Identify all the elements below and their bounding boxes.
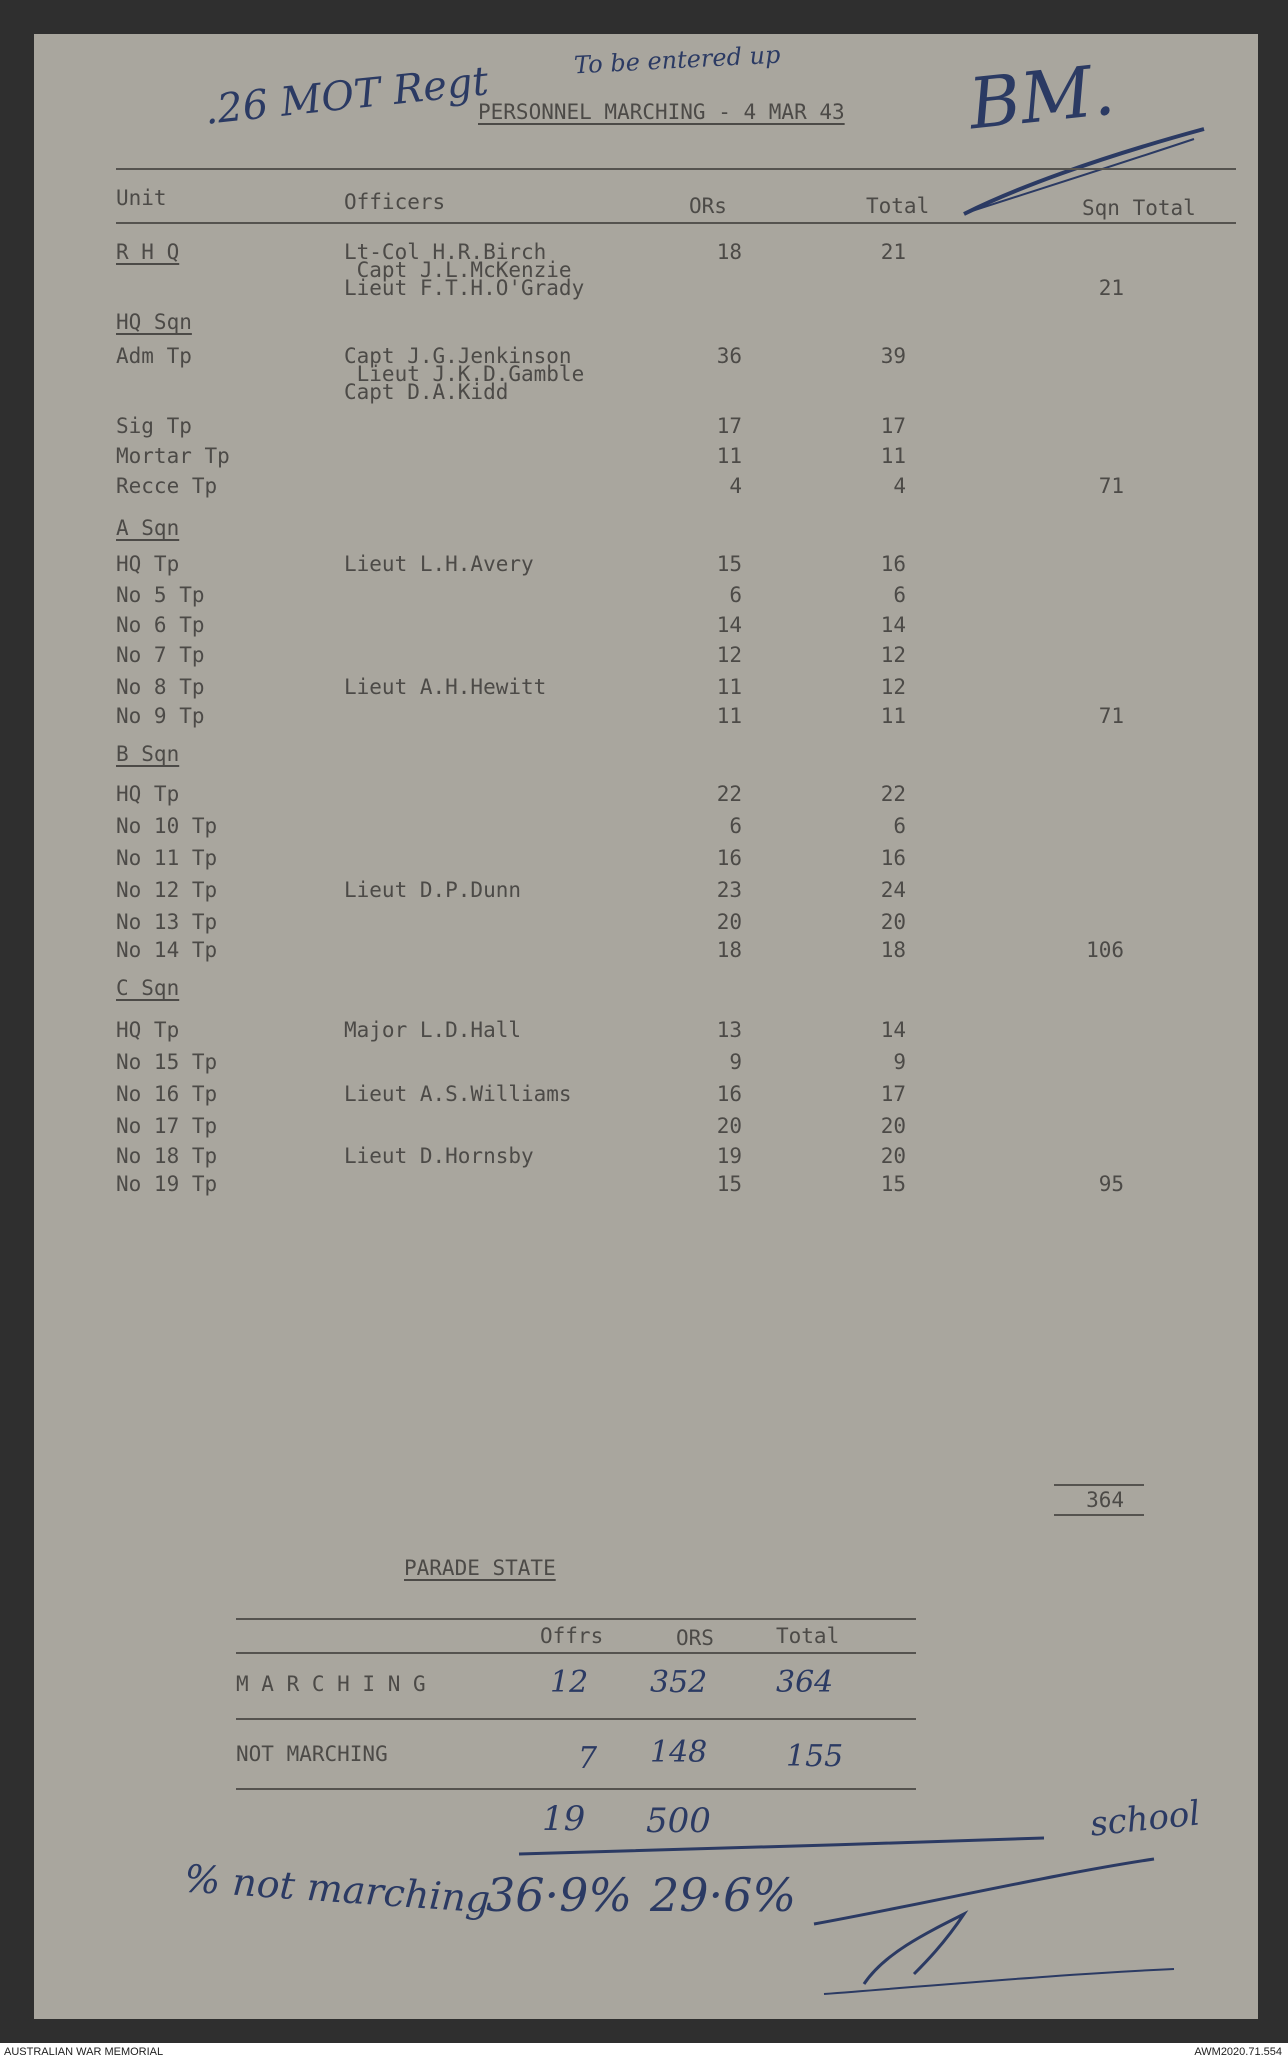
row-total: 6 bbox=[893, 583, 906, 607]
parade-state-title: PARADE STATE bbox=[404, 1556, 556, 1580]
footer-archive-name: AUSTRALIAN WAR MEMORIAL bbox=[4, 2046, 164, 2058]
parade-col-total: Total bbox=[776, 1624, 840, 1648]
row-unit: HQ Tp bbox=[116, 552, 180, 576]
row-unit: No 5 Tp bbox=[116, 583, 205, 607]
row-total: 11 bbox=[880, 444, 906, 468]
parade-rule-3 bbox=[236, 1718, 916, 1720]
not-marching-total: 155 bbox=[786, 1739, 844, 1774]
row-sqn-total: 95 bbox=[1098, 1172, 1124, 1196]
row-sqn-total: 71 bbox=[1098, 704, 1124, 728]
row-total: 14 bbox=[880, 613, 906, 637]
row-unit: No 19 Tp bbox=[116, 1172, 218, 1196]
row-unit: No 10 Tp bbox=[116, 814, 218, 838]
row-unit: A Sqn bbox=[116, 516, 180, 540]
row-total: 22 bbox=[880, 782, 906, 806]
row-ors: 6 bbox=[729, 583, 742, 607]
row-unit: HQ Tp bbox=[116, 782, 180, 806]
row-ors: 14 bbox=[716, 613, 742, 637]
handwritten-total-ors: 500 bbox=[646, 1801, 711, 1841]
archive-footer bbox=[0, 2043, 1288, 2061]
row-unit: HQ Sqn bbox=[116, 310, 192, 334]
handwritten-unit-note: .26 MOT Regt bbox=[202, 58, 491, 134]
row-unit: No 16 Tp bbox=[116, 1082, 218, 1106]
row-ors: 4 bbox=[729, 474, 742, 498]
row-officer: Capt J.G.Jenkinson bbox=[344, 344, 572, 368]
row-total: 12 bbox=[880, 643, 906, 667]
row-officer: Lieut F.T.H.O'Grady bbox=[344, 276, 585, 300]
marching-offrs: 12 bbox=[550, 1665, 589, 1700]
row-total: 15 bbox=[880, 1172, 906, 1196]
handwritten-pct-offrs: 36·9% bbox=[486, 1868, 633, 1922]
header-officers: Officers bbox=[344, 190, 446, 214]
row-ors: 12 bbox=[716, 643, 742, 667]
row-ors: 18 bbox=[716, 240, 742, 264]
row-officer: Lieut D.P.Dunn bbox=[344, 878, 522, 902]
row-unit: No 7 Tp bbox=[116, 643, 205, 667]
row-ors: 19 bbox=[716, 1144, 742, 1168]
row-ors: 9 bbox=[729, 1050, 742, 1074]
header-top-rule bbox=[116, 168, 1236, 170]
header-ors: ORs bbox=[689, 194, 727, 218]
row-unit: No 18 Tp bbox=[116, 1144, 218, 1168]
row-unit: B Sqn bbox=[116, 742, 180, 766]
row-ors: 11 bbox=[716, 444, 742, 468]
grand-total: 364 bbox=[1086, 1488, 1124, 1512]
row-total: 18 bbox=[880, 938, 906, 962]
row-unit: No 8 Tp bbox=[116, 675, 205, 699]
row-ors: 22 bbox=[716, 782, 742, 806]
not-marching-ors: 148 bbox=[650, 1735, 708, 1770]
parade-rule-4 bbox=[236, 1788, 916, 1790]
row-unit: HQ Tp bbox=[116, 1018, 180, 1042]
row-ors: 16 bbox=[716, 846, 742, 870]
parade-col-offrs: Offrs bbox=[540, 1624, 604, 1648]
row-unit: Recce Tp bbox=[116, 474, 218, 498]
handwritten-total-offrs: 19 bbox=[542, 1799, 586, 1839]
grand-total-rule-bottom bbox=[1054, 1514, 1144, 1516]
row-total: 39 bbox=[880, 344, 906, 368]
row-ors: 15 bbox=[716, 1172, 742, 1196]
row-officer: Capt D.A.Kidd bbox=[344, 380, 509, 404]
not-marching-label: NOT MARCHING bbox=[236, 1742, 388, 1766]
row-unit: No 12 Tp bbox=[116, 878, 218, 902]
row-sqn-total: 21 bbox=[1098, 276, 1124, 300]
header-sqn-total: Sqn Total bbox=[1082, 196, 1196, 220]
parade-rule-1 bbox=[236, 1618, 916, 1620]
handwritten-pct-ors: 29·6% bbox=[650, 1868, 797, 1922]
row-ors: 18 bbox=[716, 938, 742, 962]
row-unit: No 11 Tp bbox=[116, 846, 218, 870]
row-ors: 15 bbox=[716, 552, 742, 576]
header-unit: Unit bbox=[116, 186, 167, 210]
row-sqn-total: 106 bbox=[1086, 938, 1124, 962]
row-total: 24 bbox=[880, 878, 906, 902]
row-ors: 6 bbox=[729, 814, 742, 838]
row-total: 16 bbox=[880, 846, 906, 870]
grand-total-rule-top bbox=[1054, 1484, 1144, 1486]
handwritten-pct-label: % not marching bbox=[182, 1856, 492, 1922]
row-officer: Lt-Col H.R.Birch bbox=[344, 240, 547, 264]
row-total: 20 bbox=[880, 910, 906, 934]
row-officer: Major L.D.Hall bbox=[344, 1018, 522, 1042]
document-page bbox=[34, 34, 1258, 2019]
parade-rule-2 bbox=[236, 1652, 916, 1654]
row-ors: 36 bbox=[716, 344, 742, 368]
row-unit: No 17 Tp bbox=[116, 1114, 218, 1138]
row-total: 20 bbox=[880, 1114, 906, 1138]
marching-ors: 352 bbox=[650, 1665, 708, 1700]
handwritten-top-note: To be entered up bbox=[573, 40, 782, 80]
row-unit: Adm Tp bbox=[116, 344, 192, 368]
row-total: 14 bbox=[880, 1018, 906, 1042]
row-officer: Lieut J.K.D.Gamble bbox=[344, 362, 585, 386]
footer-item-number: AWM2020.71.554 bbox=[1194, 2046, 1282, 2058]
document-title: PERSONNEL MARCHING - 4 MAR 43 bbox=[478, 100, 845, 124]
marching-label: M A R C H I N G bbox=[236, 1672, 426, 1696]
row-unit: No 6 Tp bbox=[116, 613, 205, 637]
row-ors: 16 bbox=[716, 1082, 742, 1106]
row-unit: Mortar Tp bbox=[116, 444, 230, 468]
row-officer: Lieut A.S.Williams bbox=[344, 1082, 572, 1106]
row-unit: Sig Tp bbox=[116, 414, 192, 438]
row-officer: Capt J.L.McKenzie bbox=[344, 258, 572, 282]
row-total: 16 bbox=[880, 552, 906, 576]
row-total: 9 bbox=[893, 1050, 906, 1074]
not-marching-offrs: 7 bbox=[578, 1741, 598, 1776]
marching-total: 364 bbox=[776, 1665, 834, 1700]
row-total: 17 bbox=[880, 1082, 906, 1106]
row-officer: Lieut D.Hornsby bbox=[344, 1144, 534, 1168]
handwritten-school: school bbox=[1088, 1793, 1202, 1845]
handwritten-flourish bbox=[804, 1834, 1204, 2014]
row-total: 4 bbox=[893, 474, 906, 498]
row-total: 17 bbox=[880, 414, 906, 438]
row-ors: 13 bbox=[716, 1018, 742, 1042]
header-bottom-rule bbox=[116, 222, 1236, 224]
row-sqn-total: 71 bbox=[1098, 474, 1124, 498]
row-total: 20 bbox=[880, 1144, 906, 1168]
row-officer: Lieut A.H.Hewitt bbox=[344, 675, 547, 699]
header-total: Total bbox=[866, 194, 930, 218]
row-unit: R H Q bbox=[116, 240, 180, 264]
row-total: 6 bbox=[893, 814, 906, 838]
row-total: 12 bbox=[880, 675, 906, 699]
row-ors: 11 bbox=[716, 704, 742, 728]
row-unit: No 13 Tp bbox=[116, 910, 218, 934]
row-ors: 11 bbox=[716, 675, 742, 699]
handwritten-initials: BM. bbox=[965, 48, 1119, 146]
row-total: 11 bbox=[880, 704, 906, 728]
row-officer: Lieut L.H.Avery bbox=[344, 552, 534, 576]
row-unit: C Sqn bbox=[116, 976, 180, 1000]
row-unit: No 9 Tp bbox=[116, 704, 205, 728]
row-ors: 17 bbox=[716, 414, 742, 438]
row-ors: 20 bbox=[716, 910, 742, 934]
row-unit: No 15 Tp bbox=[116, 1050, 218, 1074]
parade-col-ors: ORS bbox=[676, 1626, 714, 1650]
row-total: 21 bbox=[880, 240, 906, 264]
row-ors: 20 bbox=[716, 1114, 742, 1138]
row-unit: No 14 Tp bbox=[116, 938, 218, 962]
row-ors: 23 bbox=[716, 878, 742, 902]
